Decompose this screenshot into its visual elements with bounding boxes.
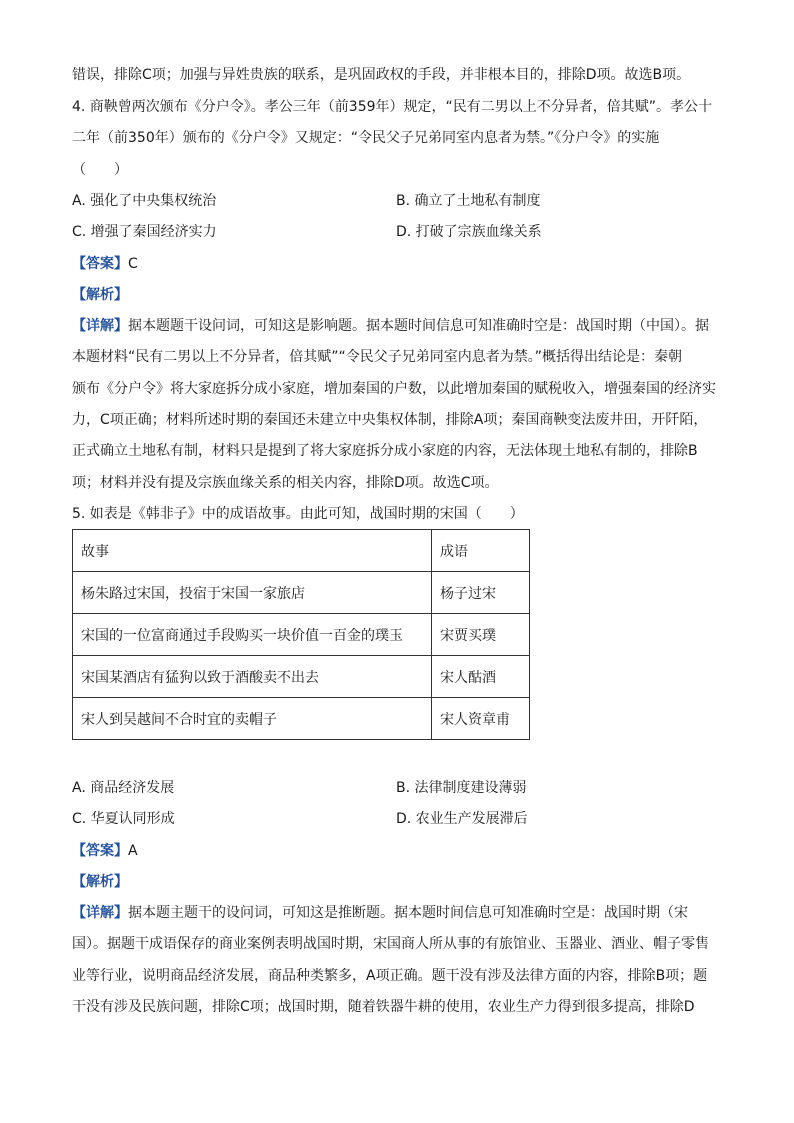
q5-detail-line-1 bbox=[72, 903, 688, 923]
q5-option-a: A. 商品经济发展 bbox=[72, 780, 175, 796]
table-cell-idiom: 宋贾买璞 bbox=[432, 614, 530, 656]
q5-detail-line-4: 干没有涉及民族问题，排除C项；战国时期，随着铁器牛耕的使用，农业生产力得到很多提高，排除D bbox=[72, 999, 695, 1015]
table-cell-idiom: 宋人酤酒 bbox=[432, 656, 530, 698]
q4-answer bbox=[72, 254, 138, 274]
q4-detail-tag: 【详解】 bbox=[72, 318, 128, 334]
q5-table bbox=[72, 529, 530, 740]
q4-option-c: C. 增强了秦国经济实力 bbox=[72, 224, 217, 240]
table-row bbox=[73, 656, 530, 698]
table-cell-story: 宋国的一位富商通过手段购买一块价值一百金的璞玉 bbox=[73, 614, 432, 656]
q4-answer-value: C bbox=[128, 256, 138, 272]
q5-stem: 5. 如表是《韩非子》中的成语故事。由此可知，战国时期的宋国（ ） bbox=[72, 506, 524, 522]
q4-option-d: D. 打破了宗族血缘关系 bbox=[396, 224, 542, 240]
q4-detail-text-1: 据本题题干设问词，可知这是影响题。据本题时间信息可知准确时空是：战国时期（中国）。据 bbox=[128, 318, 709, 334]
q4-stem-line-2: 二年（前350年）颁布的《分户令》又规定：“令民父子兄弟同室内息者为禁。”《分户令》的实施 bbox=[72, 130, 660, 146]
q5-answer-tag: 【答案】 bbox=[72, 843, 128, 859]
q4-blank: （ ） bbox=[72, 162, 128, 178]
table-cell-story: 杨朱路过宋国，投宿于宋国一家旅店 bbox=[73, 572, 432, 614]
table-cell-story: 宋国某酒店有猛狗以致于酒酸卖不出去 bbox=[73, 656, 432, 698]
q5-detail-tag: 【详解】 bbox=[72, 905, 128, 921]
q4-analysis-tag bbox=[72, 285, 128, 305]
q5-analysis-tag bbox=[72, 872, 128, 892]
q5-answer bbox=[72, 841, 138, 861]
q4-option-b: B. 确立了土地私有制度 bbox=[396, 193, 541, 209]
q4-detail-line-3: 颁布《分户令》将大家庭拆分成小家庭，增加秦国的户数，以此增加秦国的赋税收入，增强秦国的经济实 bbox=[72, 381, 716, 397]
table-header-idiom: 成语 bbox=[432, 530, 530, 572]
table-row bbox=[73, 698, 530, 740]
q5-answer-value: A bbox=[128, 843, 138, 859]
q5-option-c: C. 华夏认同形成 bbox=[72, 811, 175, 827]
q4-stem-line-1: 4. 商鞅曾两次颁布《分户令》。孝公三年（前359年）规定，“民有二男以上不分异者，倍其赋”。孝公十 bbox=[72, 99, 713, 115]
table-cell-idiom: 杨子过宋 bbox=[432, 572, 530, 614]
table-cell-story: 宋人到吴越间不合时宜的卖帽子 bbox=[73, 698, 432, 740]
q5-option-b: B. 法律制度建设薄弱 bbox=[396, 780, 527, 796]
q4-detail-line-5: 正式确立土地私有制，材料只是提到了将大家庭拆分成小家庭的内容，无法体现土地私有制的，排除B bbox=[72, 443, 698, 459]
q5-analysis-label: 【解析】 bbox=[72, 874, 128, 890]
table-header-row bbox=[73, 530, 530, 572]
q4-detail-line-1 bbox=[72, 316, 709, 336]
q4-detail-line-4: 力，C项正确；材料所述时期的秦国还未建立中央集权体制，排除A项；秦国商鞅变法废井田，开阡陌， bbox=[72, 412, 708, 428]
intro-text: 错误，排除C项；加强与异姓贵族的联系，是巩固政权的手段，并非根本目的，排除D项。故选B项。 bbox=[72, 67, 691, 83]
q5-detail-line-2: 国）。据题干成语保存的商业案例表明战国时期，宋国商人所从事的有旅馆业、玉器业、酒业、帽子零售 bbox=[72, 936, 709, 952]
q4-detail-line-6: 项；材料并没有提及宗族血缘关系的相关内容，排除D项。故选C项。 bbox=[72, 475, 499, 491]
q4-analysis-label: 【解析】 bbox=[72, 287, 128, 303]
q5-option-d: D. 农业生产发展滞后 bbox=[396, 811, 528, 827]
q4-detail-line-2: 本题材料“民有二男以上不分异者，倍其赋”“令民父子兄弟同室内息者为禁。”概括得出结论是：秦朝 bbox=[72, 349, 683, 365]
table-row bbox=[73, 614, 530, 656]
table-row bbox=[73, 572, 530, 614]
q5-detail-line-3: 业等行业，说明商品经济发展，商品种类繁多，A项正确。题干没有涉及法律方面的内容，排除B项；题 bbox=[72, 968, 708, 984]
q4-option-a: A. 强化了中央集权统治 bbox=[72, 193, 217, 209]
q4-answer-tag: 【答案】 bbox=[72, 256, 128, 272]
table-header-story: 故事 bbox=[73, 530, 432, 572]
q5-detail-text-1: 据本题主题干的设问词，可知这是推断题。据本题时间信息可知准确时空是：战国时期（宋 bbox=[128, 905, 688, 921]
table-cell-idiom: 宋人资章甫 bbox=[432, 698, 530, 740]
